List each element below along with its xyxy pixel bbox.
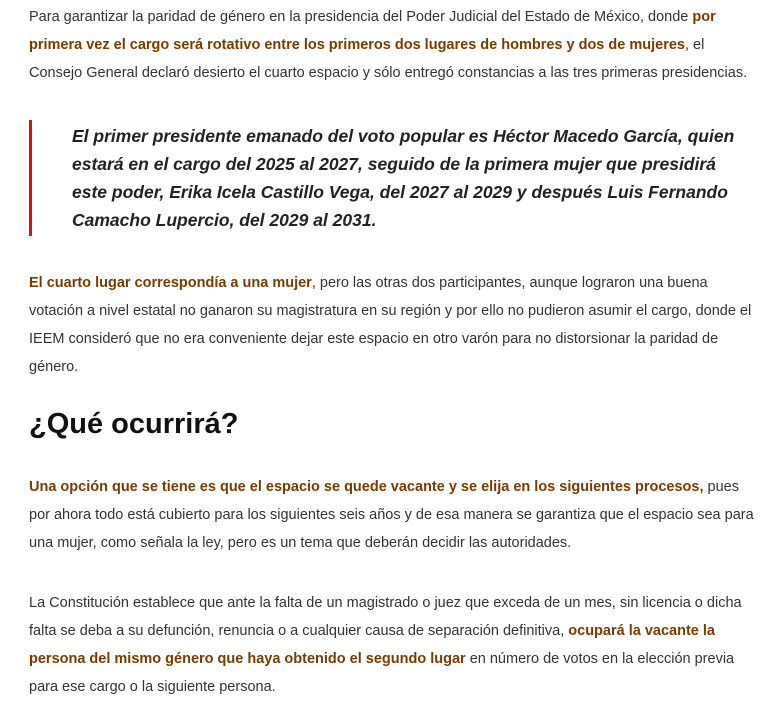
paragraph-opcion <box>29 473 755 557</box>
paragraph-text: pues por ahora todo está cubierto para los siguientes seis años y de esa manera se garantiza que el espacio sea para una mujer, como señala la ley, pero es un tema que deberán decidir las autoridades. <box>29 479 754 551</box>
highlight-link-segundo-lugar[interactable]: ocupará la vacante la persona del mismo género que haya obtenido el segundo lugar <box>29 623 715 667</box>
paragraph-text: en número de votos en la elección previa para ese cargo o la siguiente persona. <box>29 651 735 695</box>
highlight-link-cuarto-lugar[interactable]: El cuarto lugar correspondía a una mujer <box>29 275 312 291</box>
paragraph-text: , el Consejo General declaró desierto el cuarto espacio y sólo entregó constancias a las tres primeras presidencias. <box>29 37 748 81</box>
pull-quote-text: El primer presidente emanado del voto popular es Héctor Macedo García, quien estará en el cargo del 2025 al 2027, seguido de la primera mujer que presidirá este poder, Erika Icela Castillo Vega, del 2027 al 2029 y después Luis Fernando Camacho Lupercio, del 2029 al 2031. <box>72 126 735 230</box>
paragraph-cuarto-lugar <box>29 269 755 381</box>
highlight-link-rotativo[interactable]: por primera vez el cargo será rotativo entre los primeros dos lugares de hombres y dos de mujeres <box>29 9 716 53</box>
paragraph-text: Para garantizar la paridad de género en la presidencia del Poder Judicial del Estado de México, donde <box>29 9 693 25</box>
paragraph-text: La Constitución establece que ante la falta de un magistrado o juez que exceda de un mes, sin licencia o dicha falta se deba a su defunción, renuncia o a cualquier causa de separación definitiva, <box>29 595 742 639</box>
highlight-link-opcion-vacante[interactable]: Una opción que se tiene es que el espacio se quede vacante y se elija en los siguientes procesos, <box>29 479 704 495</box>
paragraph-text: , pero las otras dos participantes, aunque lograron una buena votación a nivel estatal no ganaron su magistratura en su región y por ello no pudieron asumir el cargo, donde el IEEM consideró que no era conveniente dejar este espacio en otro varón para no distorsionar la paridad de género. <box>29 275 752 375</box>
paragraph-paridad <box>29 3 755 87</box>
pull-quote <box>29 120 755 236</box>
section-heading: ¿Qué ocurrirá? <box>29 408 239 440</box>
article-body <box>29 3 755 701</box>
paragraph-constitucion <box>29 589 755 701</box>
